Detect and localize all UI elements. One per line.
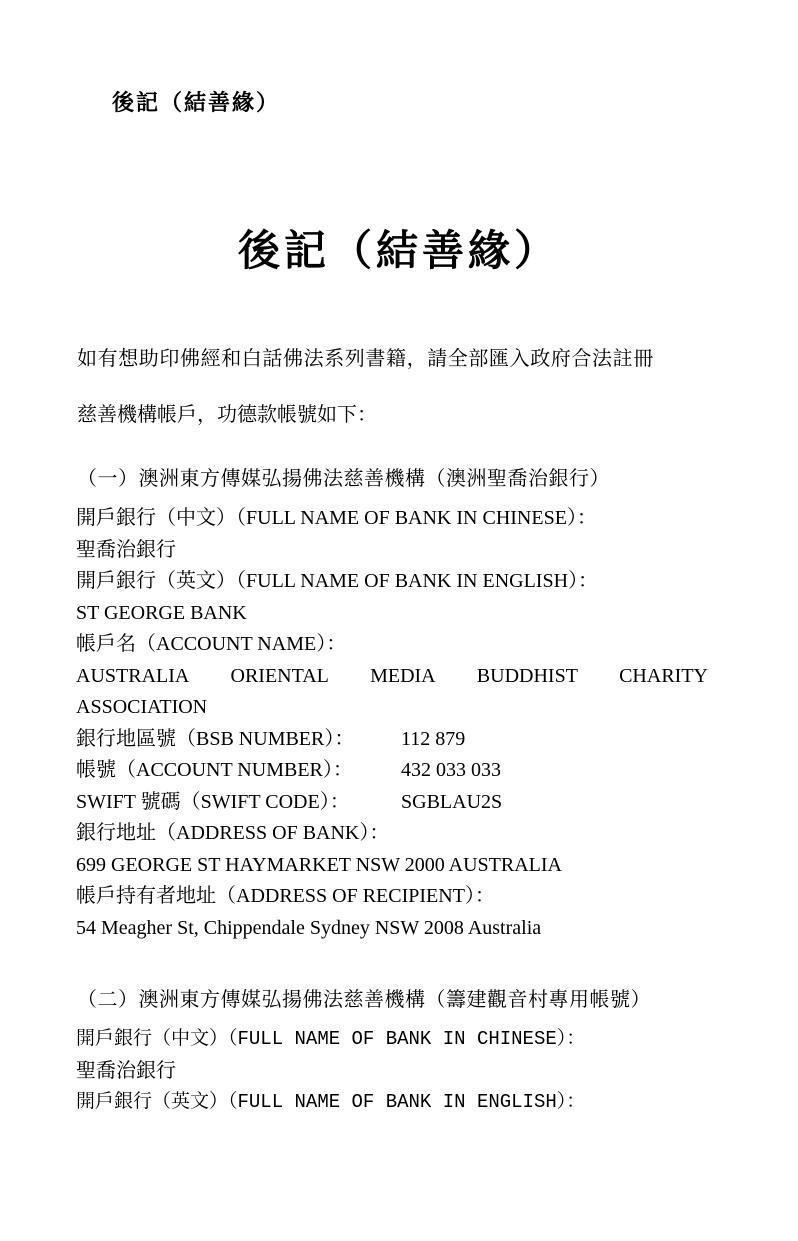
account-name-label: 帳戶名（ACCOUNT NAME）：: [76, 633, 347, 655]
intro-line-1: 如有想助印佛經和白話佛法系列書籍，請全部匯入政府合法註冊: [77, 346, 654, 370]
account-name-word: CHARITY: [619, 664, 708, 687]
bank-cn-value: 聖喬治銀行: [76, 538, 176, 561]
bsb-row: [76, 724, 708, 756]
recipient-address-label: 帳戶持有者地址（ADDRESS OF RECIPIENT）：: [76, 885, 495, 907]
bsb-label: 銀行地區號（BSB NUMBER）：: [76, 727, 355, 750]
bsb-value: 112 879: [401, 727, 466, 750]
account-name-word: ORIENTAL: [230, 664, 329, 687]
bank-cn-label: 開戶銀行（中文）（FULL NAME OF BANK IN CHINESE）：: [76, 507, 597, 529]
section-1-heading: （一）澳洲東方傳媒弘揚佛法慈善機構（澳洲聖喬治銀行）: [77, 466, 610, 490]
bank-en-value: ST GEORGE BANK: [76, 601, 247, 624]
account-number-label: 帳號（ACCOUNT NUMBER）：: [76, 759, 353, 781]
swift-value: SGBLAU2S: [401, 790, 503, 813]
account-number-row: [76, 755, 708, 787]
account-number-value: 432 033 033: [401, 759, 501, 781]
recipient-address-value: 54 Meagher St, Chippendale Sydney NSW 2008 Australia: [76, 916, 542, 939]
intro-line-2: 慈善機構帳戶，功德款帳號如下：: [77, 402, 377, 426]
swift-row: [76, 787, 708, 819]
bank-en-label: 開戶銀行（英文）（FULL NAME OF BANK IN ENGLISH）：: [76, 570, 599, 592]
bank-en-label: 開戶銀行（英文）（FULL NAME OF BANK IN ENGLISH）：: [76, 1091, 586, 1113]
account-name-word: AUSTRALIA: [76, 664, 190, 687]
account-name-word: BUDDHIST: [476, 664, 578, 687]
account-name-value-line-2: ASSOCIATION: [76, 696, 208, 718]
account-name-word: MEDIA: [370, 664, 436, 687]
swift-label: SWIFT 號碼（SWIFT CODE）：: [76, 790, 350, 813]
running-head: 後記（結善緣）: [112, 90, 281, 116]
page-title: 後記（結善緣）: [237, 226, 560, 275]
bank-address-value: 699 GEORGE ST HAYMARKET NSW 2000 AUSTRALIA: [76, 853, 562, 876]
account-name-value-line-1: [76, 661, 708, 693]
bank-cn-value: 聖喬治銀行: [76, 1059, 176, 1082]
bank-address-label: 銀行地址（ADDRESS OF BANK）：: [76, 822, 390, 844]
bank-cn-label: 開戶銀行（中文）（FULL NAME OF BANK IN CHINESE）：: [76, 1028, 586, 1050]
section-2-heading: （二）澳洲東方傳媒弘揚佛法慈善機構（籌建觀音村專用帳號）: [77, 987, 651, 1011]
section-2-details: [76, 1024, 708, 1119]
section-1-details: [76, 503, 708, 944]
